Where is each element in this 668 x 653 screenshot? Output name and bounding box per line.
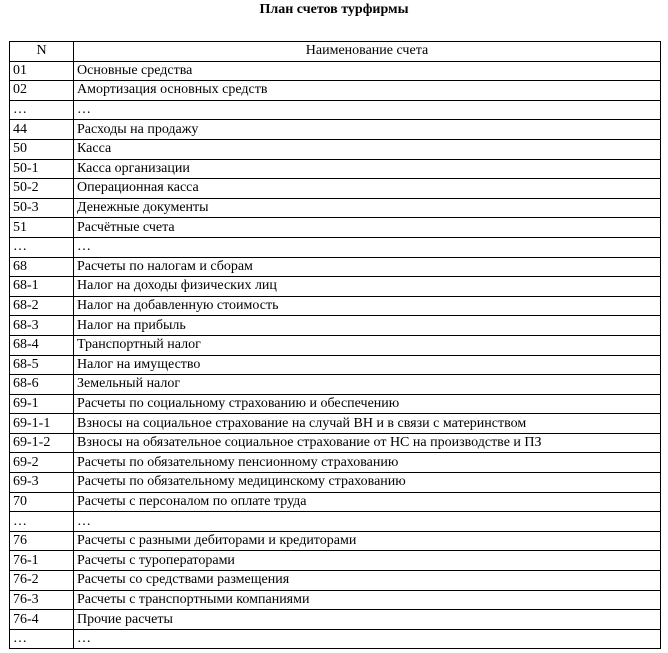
account-name-cell: Налог на имущество: [74, 355, 661, 375]
account-name-cell: Операционная касса: [74, 179, 661, 199]
account-number-cell: 69-3: [10, 473, 74, 493]
account-name-cell: Взносы на социальное страхование на случай ВН и в связи с материнством: [74, 414, 661, 434]
account-number-cell: 76-1: [10, 551, 74, 571]
account-number-cell: 69-1-1: [10, 414, 74, 434]
account-number-cell: 70: [10, 492, 74, 512]
document-title: План счетов турфирмы: [259, 2, 409, 17]
account-number-cell: 01: [10, 61, 74, 81]
table-row: [10, 375, 661, 395]
table-body: [10, 61, 661, 649]
account-number-cell: …: [10, 100, 74, 120]
table-row: [10, 433, 661, 453]
account-name-cell: Расчеты по обязательному медицинскому страхованию: [74, 473, 661, 493]
table-row: [10, 159, 661, 179]
account-number-cell: 69-2: [10, 453, 74, 473]
table-row: [10, 218, 661, 238]
table-row: [10, 237, 661, 257]
table-row: [10, 316, 661, 336]
account-number-cell: 68-2: [10, 296, 74, 316]
table-row: [10, 257, 661, 277]
account-number-cell: 68-4: [10, 335, 74, 355]
table-row: [10, 277, 661, 297]
account-number-cell: 50: [10, 139, 74, 159]
chart-of-accounts-table: [9, 41, 661, 649]
account-number-cell: 44: [10, 120, 74, 140]
table-row: [10, 512, 661, 532]
account-number-cell: …: [10, 629, 74, 649]
header-account-name: Наименование счета: [74, 42, 661, 62]
table-row: [10, 335, 661, 355]
account-number-cell: 76-4: [10, 610, 74, 630]
account-name-cell: Транспортный налог: [74, 335, 661, 355]
account-name-cell: Расходы на продажу: [74, 120, 661, 140]
table-row: [10, 551, 661, 571]
table-header-row: [10, 42, 661, 62]
account-name-cell: Расчеты с персоналом по оплате труда: [74, 492, 661, 512]
account-name-cell: Расчеты с разными дебиторами и кредиторами: [74, 531, 661, 551]
account-number-cell: 76-2: [10, 571, 74, 591]
account-name-cell: Взносы на обязательное социальное страхование от НС на производстве и ПЗ: [74, 433, 661, 453]
account-number-cell: 68-1: [10, 277, 74, 297]
table-row: [10, 531, 661, 551]
account-name-cell: Расчеты по налогам и сборам: [74, 257, 661, 277]
account-number-cell: 68-3: [10, 316, 74, 336]
table-row: [10, 355, 661, 375]
account-name-cell: Расчеты с транспортными компаниями: [74, 590, 661, 610]
table-row: [10, 81, 661, 101]
table-row: [10, 139, 661, 159]
table-row: [10, 453, 661, 473]
table-row: [10, 198, 661, 218]
account-name-cell: Касса организации: [74, 159, 661, 179]
table-row: [10, 414, 661, 434]
account-name-cell: Земельный налог: [74, 375, 661, 395]
account-number-cell: 50-3: [10, 198, 74, 218]
table-row: [10, 629, 661, 649]
header-account-number: N: [10, 42, 74, 62]
account-name-cell: Расчеты по социальному страхованию и обеспечению: [74, 394, 661, 414]
account-name-cell: Амортизация основных средств: [74, 81, 661, 101]
table-row: [10, 61, 661, 81]
account-name-cell: Касса: [74, 139, 661, 159]
account-number-cell: 68: [10, 257, 74, 277]
account-number-cell: 50-1: [10, 159, 74, 179]
account-number-cell: 69-1: [10, 394, 74, 414]
account-number-cell: 50-2: [10, 179, 74, 199]
account-number-cell: 69-1-2: [10, 433, 74, 453]
account-number-cell: 51: [10, 218, 74, 238]
account-name-cell: Денежные документы: [74, 198, 661, 218]
account-number-cell: 68-5: [10, 355, 74, 375]
account-name-cell: …: [74, 512, 661, 532]
table-row: [10, 610, 661, 630]
account-name-cell: Расчеты по обязательному пенсионному страхованию: [74, 453, 661, 473]
table-row: [10, 492, 661, 512]
account-number-cell: 76: [10, 531, 74, 551]
account-name-cell: Налог на прибыль: [74, 316, 661, 336]
table-row: [10, 100, 661, 120]
account-name-cell: Налог на доходы физических лиц: [74, 277, 661, 297]
table-row: [10, 296, 661, 316]
account-number-cell: 76-3: [10, 590, 74, 610]
account-number-cell: …: [10, 512, 74, 532]
account-number-cell: 68-6: [10, 375, 74, 395]
account-name-cell: Расчеты со средствами размещения: [74, 571, 661, 591]
account-name-cell: …: [74, 100, 661, 120]
account-name-cell: Расчётные счета: [74, 218, 661, 238]
table-row: [10, 590, 661, 610]
table-row: [10, 571, 661, 591]
account-name-cell: Прочие расчеты: [74, 610, 661, 630]
account-name-cell: …: [74, 629, 661, 649]
table-row: [10, 120, 661, 140]
account-name-cell: …: [74, 237, 661, 257]
table-row: [10, 179, 661, 199]
table-row: [10, 394, 661, 414]
account-name-cell: Расчеты с туроператорами: [74, 551, 661, 571]
account-number-cell: …: [10, 237, 74, 257]
account-name-cell: Основные средства: [74, 61, 661, 81]
table-row: [10, 473, 661, 493]
account-number-cell: 02: [10, 81, 74, 101]
account-name-cell: Налог на добавленную стоимость: [74, 296, 661, 316]
